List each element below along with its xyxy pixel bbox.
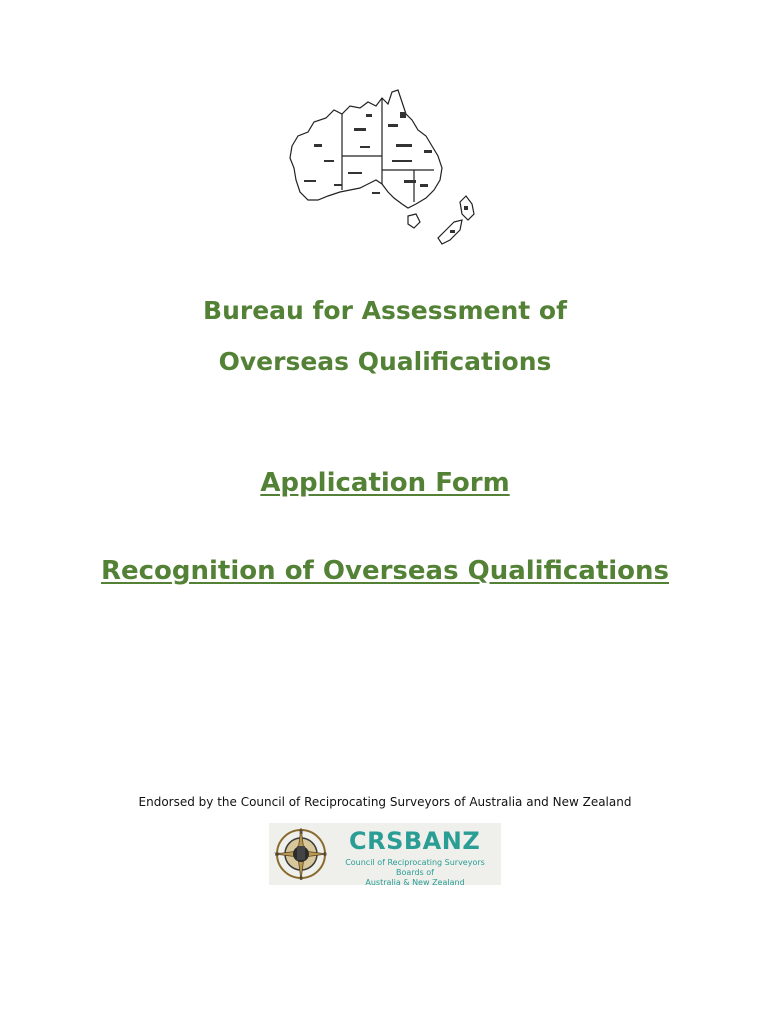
form-subheading: Recognition of Overseas Qualifications bbox=[100, 556, 670, 586]
logo-name: CRSBANZ bbox=[349, 827, 481, 855]
svg-text:N: N bbox=[299, 830, 303, 836]
svg-text:W: W bbox=[274, 852, 280, 858]
svg-text:S: S bbox=[299, 876, 303, 882]
logo-subtitle bbox=[335, 858, 495, 888]
australia-nz-map-image bbox=[284, 84, 484, 250]
svg-text:E: E bbox=[323, 852, 327, 858]
crsbanz-logo bbox=[269, 823, 501, 885]
form-heading: Application Form bbox=[260, 468, 510, 498]
endorsement-text: Endorsed by the Council of Reciprocating Surveyors of Australia and New Zealand bbox=[138, 795, 632, 809]
logo-subtitle-line1: Council of Reciprocating Surveyors Boards of bbox=[345, 858, 485, 877]
bureau-title-line2: Overseas Qualifications bbox=[218, 347, 552, 376]
compass-seal-icon bbox=[273, 826, 329, 882]
bureau-title-line1: Bureau for Assessment of bbox=[203, 296, 567, 325]
logo-subtitle-line2: Australia & New Zealand bbox=[365, 878, 465, 887]
